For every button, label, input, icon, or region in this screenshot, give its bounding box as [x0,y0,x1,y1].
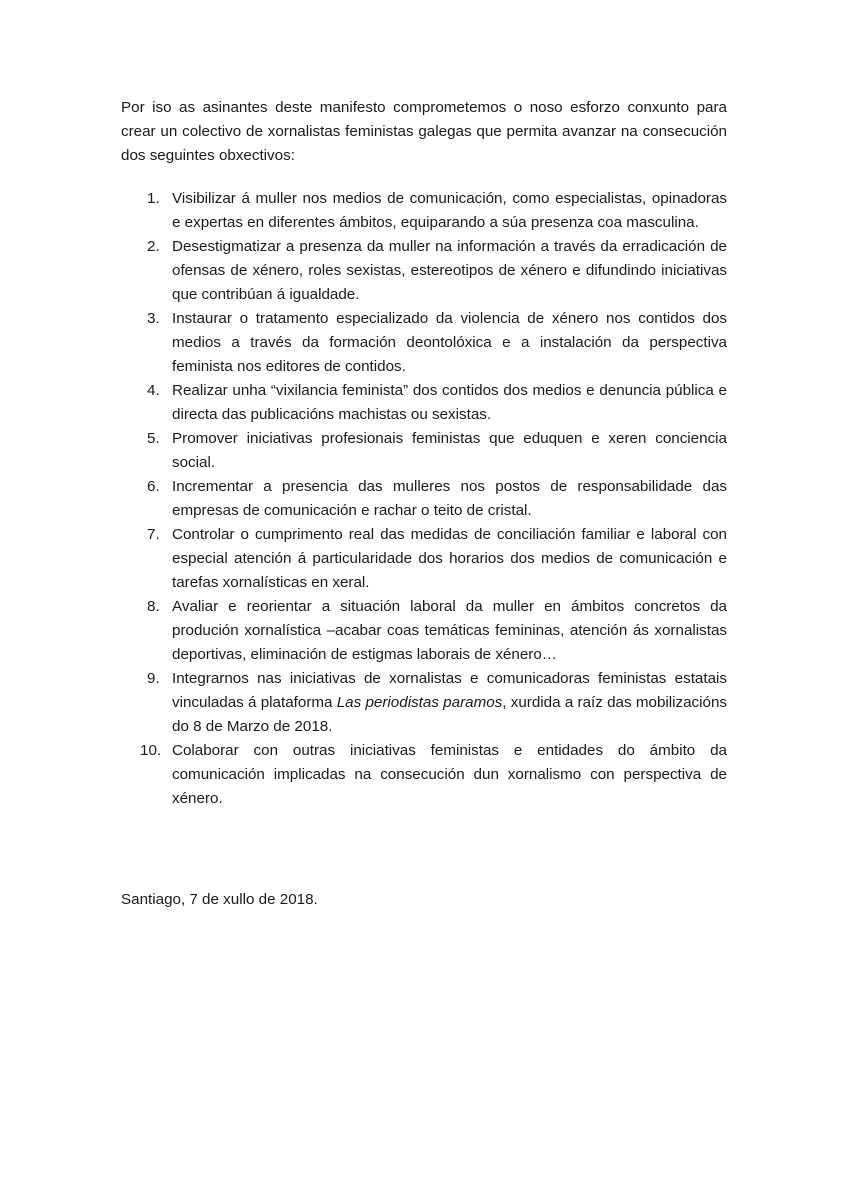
objective-item-1 [121,187,727,235]
objective-text: Controlar o cumprimento real das medidas de conciliación familiar e laboral con especial atención á particularidade dos horarios dos medios de comunicación e tarefas xornalísticas en xeral. [172,526,727,591]
objective-number: 5. [147,430,160,447]
objective-item-2 [121,235,727,307]
objective-number: 1. [147,190,160,207]
objective-number: 9. [147,670,160,687]
objectives-list [121,187,727,811]
objective-text: Visibilizar á muller nos medios de comunicación, como especialistas, opinadoras e expertas en diferentes ámbitos, equiparando a súa presenza coa masculina. [172,190,727,231]
objective-text: Avaliar e reorientar a situación laboral da muller en ámbitos concretos da produción xornalística –acabar coas temáticas femininas, atención ás xornalistas deportivas, eliminación de estigmas laborais de xénero… [172,598,727,663]
objective-item-8 [121,595,727,667]
objective-number: 2. [147,238,160,255]
objective-number: 7. [147,526,160,543]
objective-item-10 [121,739,727,811]
objective-number: 3. [147,310,160,327]
objective-text: Realizar unha “vixilancia feminista” dos contidos dos medios e denuncia pública e directa das publicacións machistas ou sexistas. [172,382,727,423]
objective-text-after: , xurdida a raíz das mobilizacións do 8 de Marzo de 2018. [172,694,728,735]
objective-item-3 [121,307,727,379]
objective-number: 6. [147,478,160,495]
objective-item-5 [121,427,727,475]
objective-text: Instaurar o tratamento especializado da violencia de xénero nos contidos dos medios a través da formación deontolóxica e a instalación da perspectiva feminista nos editores de contidos. [172,310,727,375]
objective-text: Promover iniciativas profesionais feministas que eduquen e xeren conciencia social. [172,430,727,471]
objective-item-4 [121,379,727,427]
objective-item-7 [121,523,727,595]
objective-text: Colaborar con outras iniciativas feministas e entidades do ámbito da comunicación implicadas na consecución dun xornalismo con perspectiva de xénero. [172,742,727,807]
objective-item-6 [121,475,727,523]
objective-text: Incrementar a presencia das mulleres nos postos de responsabilidade das empresas de comunicación e rachar o teito de cristal. [172,478,727,519]
closing-date-line: Santiago, 7 de xullo de 2018. [121,891,318,908]
objective-number: 8. [147,598,160,615]
objective-text-before: Integrarnos nas iniciativas de xornalistas e comunicadoras feministas estatais vinculadas á plataforma [172,670,727,711]
platform-name-italic: Las periodistas paramos [336,694,503,711]
intro-paragraph: Por iso as asinantes deste manifesto comprometemos o noso esforzo conxunto para crear un colectivo de xornalistas feministas galegas que permita avanzar na consecución dos seguintes obxectivos: [121,99,727,164]
objective-text: Desestigmatizar a presenza da muller na información a través da erradicación de ofensas de xénero, roles sexistas, estereotipos de xénero e difundindo iniciativas que contribúan á igualdade. [172,238,727,303]
objective-number: 10. [140,742,162,759]
objective-item-9 [121,667,727,739]
objective-number: 4. [147,382,160,399]
